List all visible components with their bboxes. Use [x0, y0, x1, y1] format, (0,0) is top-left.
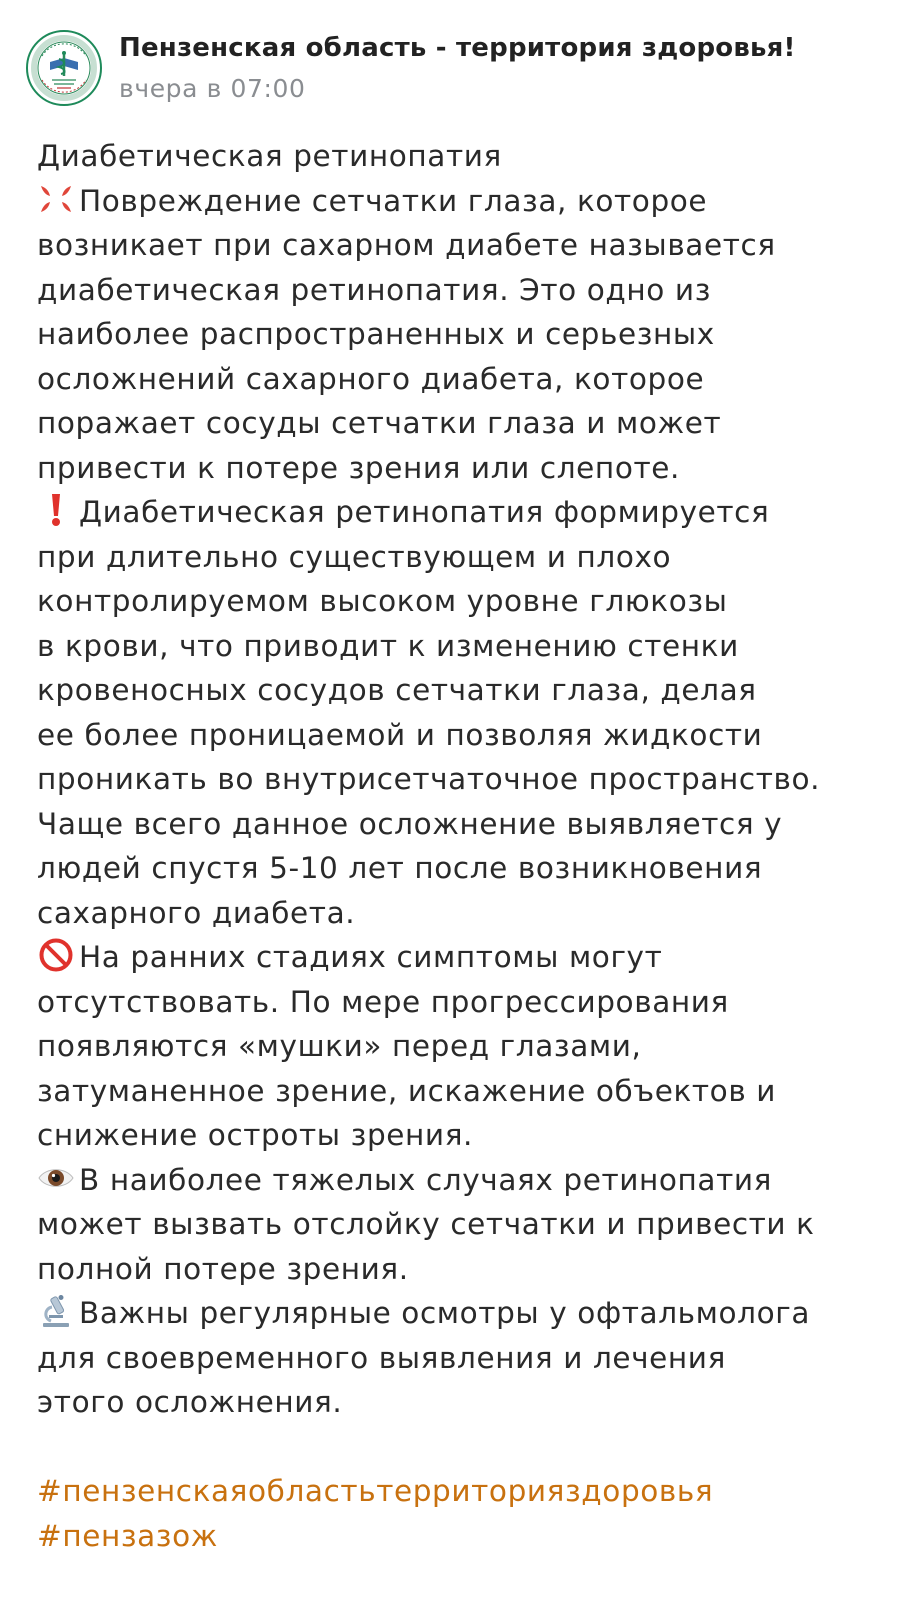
text-line: [37, 579, 897, 624]
text-line-content: наиболее распространенных и серьезных: [37, 317, 715, 351]
text-line: [37, 1158, 897, 1203]
text-line: [37, 134, 897, 179]
text-line: [37, 1202, 897, 1247]
avatar[interactable]: [26, 30, 102, 106]
paragraph-spacer: [37, 1425, 897, 1470]
hashtag-link[interactable]: #пензазож: [37, 1518, 218, 1553]
text-line-content: проникать во внутрисетчаточное пространство.: [37, 762, 821, 796]
text-line: [37, 935, 897, 980]
text-line: [37, 535, 897, 580]
text-line: [37, 891, 897, 936]
text-line-content: Важны регулярные осмотры у офтальмолога: [79, 1296, 811, 1330]
text-line: [37, 624, 897, 669]
text-line-content: На ранних стадиях симптомы могут: [79, 940, 663, 974]
text-line: [37, 268, 897, 313]
text-line-content: кровеносных сосудов сетчатки глаза, делая: [37, 673, 757, 707]
text-line-content: поражает сосуды сетчатки глаза и может: [37, 406, 722, 440]
text-line-content: контролируемом высоком уровне глюкозы: [37, 584, 728, 618]
post-timestamp[interactable]: вчера в 07:00: [119, 74, 306, 103]
text-line: [37, 357, 897, 402]
text-line-content: возникает при сахарном диабете называется: [37, 228, 776, 262]
text-line-content: привести к потере зрения или слепоте.: [37, 450, 680, 485]
text-line: [37, 1291, 897, 1336]
text-line-content: в крови, что приводит к изменению стенки: [37, 628, 739, 663]
text-line-content: людей спустя 5-10 лет после возникновения: [37, 851, 763, 885]
microscope-icon: [37, 1294, 77, 1328]
text-line-content: диабетическая ретинопатия. Это одно из: [37, 272, 711, 307]
text-line-content: затуманенное зрение, искажение объектов и: [37, 1073, 777, 1108]
text-line: [37, 1024, 897, 1069]
text-line-content: может вызвать отслойку сетчатки и привести к: [37, 1207, 815, 1241]
text-line-content: для своевременного выявления и лечения: [37, 1340, 726, 1375]
text-line-content: Чаще всего данное осложнение выявляется у: [37, 806, 783, 841]
text-line-content: этого осложнения.: [37, 1385, 343, 1419]
text-line: [37, 401, 897, 446]
text-line: [37, 1069, 897, 1114]
text-line: [37, 668, 897, 713]
prohibited-icon: [37, 938, 77, 972]
text-line: [37, 802, 897, 847]
text-line-content: сахарного диабета.: [37, 895, 356, 930]
text-line: [37, 223, 897, 268]
anger-symbol-icon: [37, 182, 77, 216]
text-line: [37, 1336, 897, 1381]
text-line-content: ее более проницаемой и позволяя жидкости: [37, 717, 763, 752]
text-line-content: отсутствовать. По мере прогрессирования: [37, 984, 729, 1019]
text-line-content: Повреждение сетчатки глаза, которое: [79, 183, 708, 218]
post-text: [37, 134, 897, 1558]
health-center-logo-icon: [28, 32, 100, 104]
text-line: [37, 980, 897, 1025]
text-line: [37, 1247, 897, 1292]
text-line-content: появляются «мушки» перед глазами,: [37, 1029, 642, 1063]
text-line-content: Диабетическая ретинопатия формируется: [79, 495, 770, 529]
text-line: [37, 1380, 897, 1425]
exclamation-icon: [37, 493, 77, 527]
text-line: [37, 1113, 897, 1158]
author-name[interactable]: Пензенская область - территория здоровья!: [119, 33, 796, 63]
text-line: [37, 490, 897, 535]
text-line-content: Диабетическая ретинопатия: [37, 139, 502, 173]
text-line: [37, 757, 897, 802]
text-line: [37, 713, 897, 758]
text-line: [37, 446, 897, 491]
text-line-content: осложнений сахарного диабета, которое: [37, 361, 705, 396]
text-line-content: полной потере зрения.: [37, 1251, 409, 1286]
text-line-content: В наиболее тяжелых случаях ретинопатия: [79, 1162, 773, 1197]
text-line-content: при длительно существующем и плохо: [37, 539, 672, 574]
text-line: [37, 312, 897, 357]
eye-icon: [37, 1161, 77, 1195]
hashtag-link[interactable]: #пензенскаяобластьтерриторияздоровья: [37, 1474, 714, 1508]
text-line: [37, 179, 897, 224]
text-line: [37, 846, 897, 891]
post-header: [26, 30, 886, 110]
text-line-content: снижение остроты зрения.: [37, 1118, 474, 1152]
